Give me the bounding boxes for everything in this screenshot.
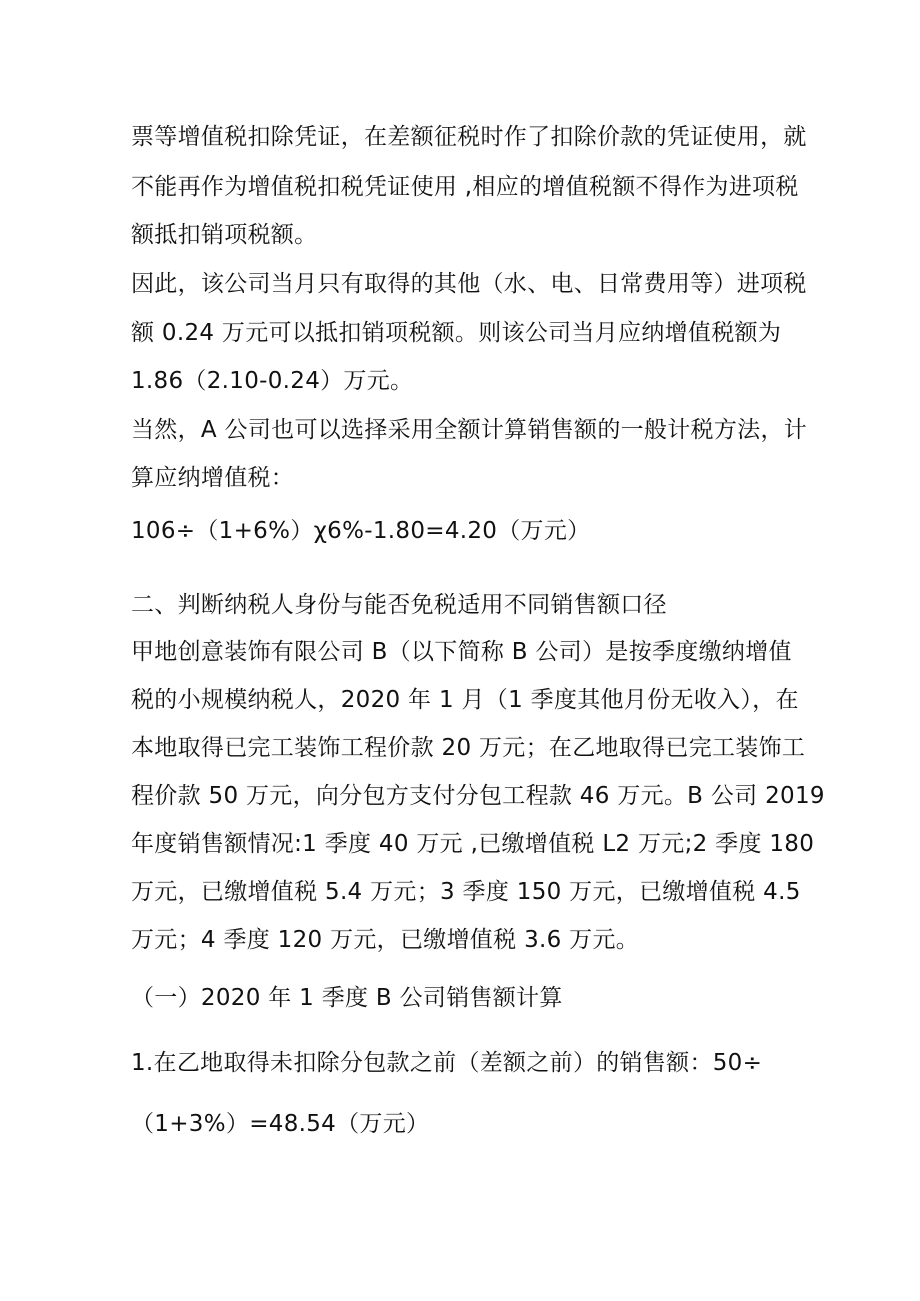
paragraph-line: 程价款 50 万元，向分包方支付分包工程款 46 万元。B 公司 2019 <box>131 783 825 809</box>
paragraph-line: 额 0.24 万元可以抵扣销项税额。则该公司当月应纳增值税额为 <box>131 320 782 346</box>
paragraph-line: 甲地创意装饰有限公司 B（以下简称 B 公司）是按季度缴纳增值 <box>131 639 792 665</box>
subsection-heading: （一）2020 年 1 季度 B 公司销售额计算 <box>131 985 563 1011</box>
paragraph-line: 额抵扣销项税额。 <box>131 222 318 248</box>
section-heading: 二、判断纳税人身份与能否免税适用不同销售额口径 <box>131 592 667 618</box>
paragraph-line: （1+3%）=48.54（万元） <box>131 1111 430 1137</box>
paragraph-line: 1.86（2.10-0.24）万元。 <box>131 368 414 394</box>
paragraph-line: 万元，已缴增值税 5.4 万元；3 季度 150 万元，已缴增值税 4.5 <box>131 879 801 905</box>
paragraph-line: 税的小规模纳税人，2020 年 1 月（1 季度其他月份无收入），在 <box>131 687 799 713</box>
paragraph-line: 万元；4 季度 120 万元，已缴增值税 3.6 万元。 <box>131 927 640 953</box>
paragraph-line: 算应纳增值税： <box>131 465 295 491</box>
paragraph-line: 因此，该公司当月只有取得的其他（水、电、日常费用等）进项税 <box>131 271 807 297</box>
formula-line: 106÷（1+6%）χ6%-1.80=4.20（万元） <box>131 518 591 544</box>
paragraph-line: 当然，A 公司也可以选择采用全额计算销售额的一般计税方法，计 <box>131 417 808 443</box>
paragraph-line: 票等增值税扣除凭证，在差额征税时作了扣除价款的凭证使用，就 <box>131 124 807 150</box>
paragraph-line: 1.在乙地取得未扣除分包款之前（差额之前）的销售额：50÷ <box>131 1050 763 1076</box>
paragraph-line: 年度销售额情况:1 季度 40 万元 ,已缴增值税 L2 万元;2 季度 180 <box>131 831 815 857</box>
paragraph-line: 本地取得已完工装饰工程价款 20 万元；在乙地取得已完工装饰工 <box>131 735 806 761</box>
paragraph-line: 不能再作为增值税扣税凭证使用 ,相应的增值税额不得作为进项税 <box>131 174 799 200</box>
